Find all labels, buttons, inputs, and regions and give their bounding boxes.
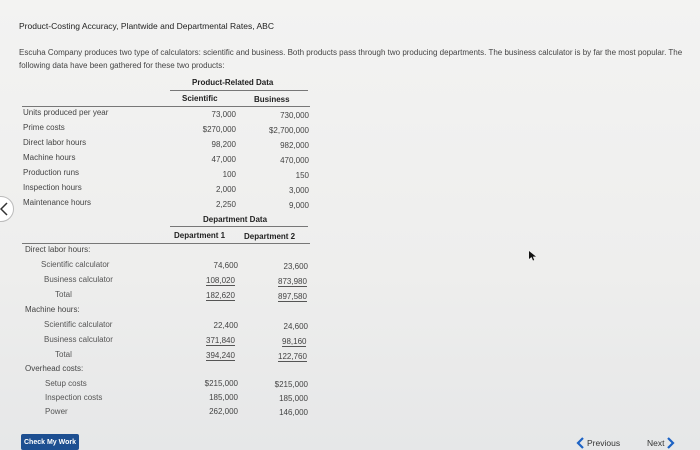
row-label: Business calculator xyxy=(44,275,113,284)
row-total-dept2: 897,580 xyxy=(278,292,307,301)
row-label: Business calculator xyxy=(44,335,113,344)
next-button[interactable] xyxy=(647,437,678,449)
row-label: Prime costs xyxy=(23,123,65,132)
row-value-business: 470,000 xyxy=(280,156,309,165)
row-label: Units produced per year xyxy=(23,108,109,117)
check-my-work-button[interactable]: Check My Work xyxy=(21,434,79,450)
row-label: Total xyxy=(55,290,72,299)
row-value-scientific: 100 xyxy=(222,170,236,179)
previous-label: Previous xyxy=(587,438,621,448)
row-value-business: 9,000 xyxy=(288,201,309,210)
row-label: Maintenance hours xyxy=(23,198,92,207)
chevron-right-icon xyxy=(667,437,675,449)
row-value-dept1: 262,000 xyxy=(209,407,238,416)
page-title: Product-Costing Accuracy, Plantwide and Departmental Rates, ABC xyxy=(19,21,274,31)
row-value-dept2: 873,980 xyxy=(278,277,307,286)
header-rule xyxy=(22,106,310,107)
section-heading: Overhead costs: xyxy=(25,364,84,373)
row-value-dept2: 23,600 xyxy=(283,262,308,271)
previous-button[interactable] xyxy=(573,437,620,449)
mouse-cursor-icon xyxy=(529,248,537,266)
row-value-scientific: 2,250 xyxy=(215,200,236,209)
row-label: Setup costs xyxy=(45,379,87,388)
row-value-dept1: 74,600 xyxy=(213,261,238,270)
section-heading: Machine hours: xyxy=(25,305,80,314)
col-business: Business xyxy=(254,95,290,104)
row-total-dept1: 182,620 xyxy=(206,291,235,300)
row-label: Production runs xyxy=(23,168,80,177)
dept-table-heading: Department Data xyxy=(203,215,268,224)
col-department-1: Department 1 xyxy=(174,231,226,240)
row-label: Total xyxy=(55,350,72,359)
dept-heading-rule xyxy=(170,226,308,227)
row-value-scientific: 47,000 xyxy=(211,155,236,164)
row-value-dept1: 185,000 xyxy=(209,393,238,402)
intro-text: Escuha Company produces two type of calculators: scientific and business. Both products pass through two producing departments. The business calculator is by far the most popular. The following data have been gathered for these two products: xyxy=(19,48,683,70)
row-value-dept2: 24,600 xyxy=(283,322,308,331)
dept-header-rule xyxy=(22,243,310,244)
row-value-dept1: 371,840 xyxy=(206,336,235,345)
row-label: Scientific calculator xyxy=(41,260,110,269)
row-value-business: 3,000 xyxy=(288,186,309,195)
row-value-dept1: $215,000 xyxy=(204,379,238,388)
chevron-left-icon xyxy=(576,437,584,449)
row-value-business: $2,700,000 xyxy=(268,126,309,135)
row-label: Scientific calculator xyxy=(44,320,113,329)
row-value-dept2: 98,160 xyxy=(282,337,307,346)
row-value-dept1: 108,020 xyxy=(206,276,235,285)
row-value-scientific: 2,000 xyxy=(215,185,236,194)
product-table-heading: Product-Related Data xyxy=(192,78,274,87)
row-value-business: 150 xyxy=(295,171,309,180)
row-value-business: 730,000 xyxy=(280,111,309,120)
row-total-dept1: 394,240 xyxy=(206,351,235,360)
col-scientific: Scientific xyxy=(182,94,218,103)
row-total-dept2: 122,760 xyxy=(278,352,307,361)
row-value-dept2: 185,000 xyxy=(279,394,308,403)
back-arrow-button[interactable] xyxy=(0,196,14,222)
row-value-dept2: $215,000 xyxy=(274,380,308,389)
row-value-dept2: 146,000 xyxy=(279,408,308,417)
row-value-dept1: 22,400 xyxy=(213,321,238,330)
row-label: Inspection hours xyxy=(23,183,82,192)
row-label: Direct labor hours xyxy=(23,138,87,147)
row-value-scientific: $270,000 xyxy=(202,125,236,134)
row-value-scientific: 98,200 xyxy=(211,140,236,149)
col-department-2: Department 2 xyxy=(244,232,296,241)
next-label: Next xyxy=(647,438,665,448)
row-label: Machine hours xyxy=(23,153,76,162)
section-heading: Direct labor hours: xyxy=(25,245,91,254)
row-value-scientific: 73,000 xyxy=(211,110,236,119)
row-label: Inspection costs xyxy=(45,393,103,402)
row-label: Power xyxy=(45,407,68,416)
row-value-business: 982,000 xyxy=(280,141,309,150)
heading-rule xyxy=(170,90,308,91)
chevron-left-icon xyxy=(0,202,8,216)
